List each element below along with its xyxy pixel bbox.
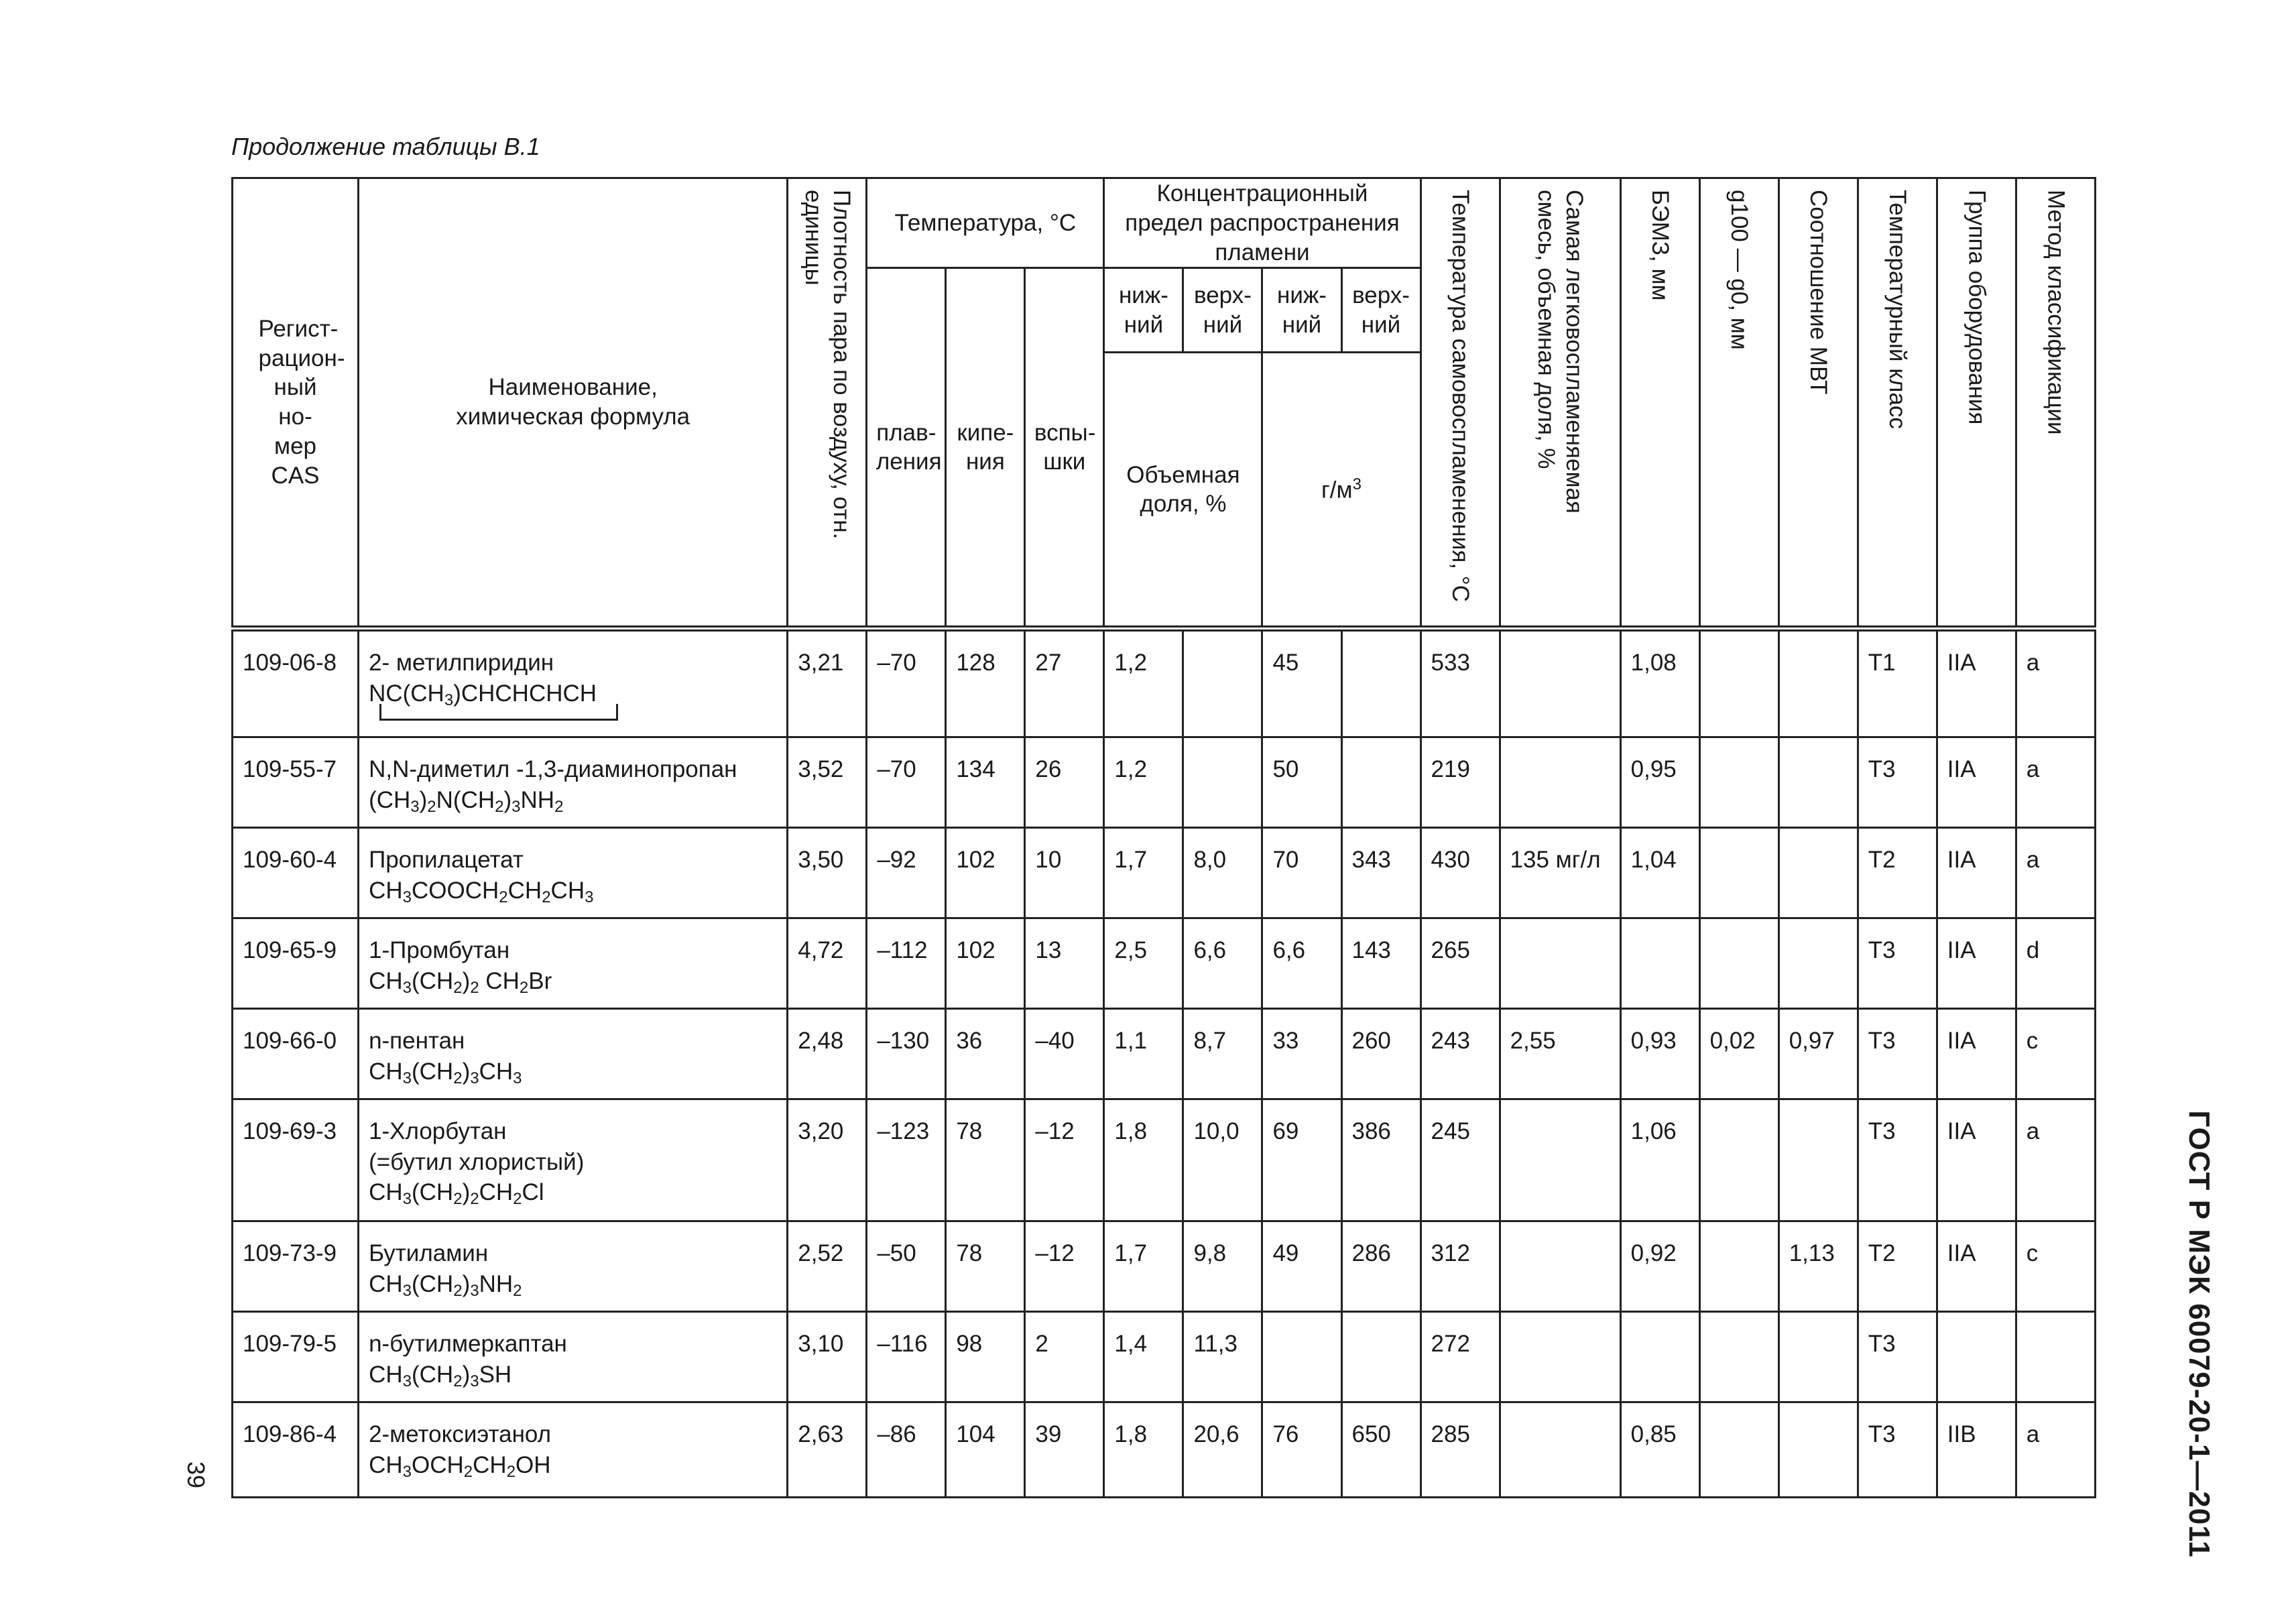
chemical-formula: $CH_3(CH_2)_2CH_2Cl$ <box>369 1179 544 1209</box>
cell-lg <box>1262 1312 1341 1402</box>
cell-name <box>359 1099 788 1221</box>
cell-flash: 27 <box>1025 629 1104 737</box>
table-row <box>233 1099 2096 1221</box>
cell-tc: T1 <box>1858 629 1937 737</box>
cell-boil: 102 <box>946 828 1025 918</box>
header-cas: Регист-рацион-ный но-мер CAS <box>233 178 359 629</box>
cell-mix <box>1500 737 1620 828</box>
cell-cas: 109-55-7 <box>233 737 359 828</box>
cell-cas: 109-86-4 <box>233 1402 359 1498</box>
cell-lg: 49 <box>1262 1221 1341 1312</box>
cell-density: 3,52 <box>788 737 867 828</box>
cell-grp: IIA <box>1937 1009 2016 1099</box>
cell-name <box>359 629 788 737</box>
cell-melt: –123 <box>867 1099 946 1221</box>
table-row <box>233 737 2096 828</box>
cell-flash: 10 <box>1025 828 1104 918</box>
chemical-formula: $CH_3(CH_2)_3NH_2$ <box>369 1270 522 1300</box>
cell-uv: 6,6 <box>1183 918 1262 1009</box>
header-temperature: Температура, °С <box>867 178 1104 268</box>
header-vol-fraction: Объемная доля, % <box>1104 353 1262 629</box>
cell-mix <box>1500 1221 1620 1312</box>
cell-ait: 312 <box>1421 1221 1500 1312</box>
substance-name: n-пентан <box>369 1028 465 1055</box>
cell-tc: T2 <box>1858 1221 1937 1312</box>
cell-grp: IIA <box>1937 737 2016 828</box>
cell-gd <box>1699 1402 1778 1498</box>
cell-density: 3,10 <box>788 1312 867 1402</box>
cell-mix <box>1500 1402 1620 1498</box>
cell-cas: 109-69-3 <box>233 1099 359 1221</box>
header-temp-class: Температурный класс <box>1858 178 1937 629</box>
cell-density: 4,72 <box>788 918 867 1009</box>
table-row <box>233 1221 2096 1312</box>
chemical-formula: $CH_3(CH_2)_3SH$ <box>369 1361 512 1390</box>
cell-tc: T3 <box>1858 918 1937 1009</box>
cell-boil: 36 <box>946 1009 1025 1099</box>
cell-cas: 109-66-0 <box>233 1009 359 1099</box>
cell-mix: 135 мг/л <box>1500 828 1620 918</box>
cell-mix <box>1500 1312 1620 1402</box>
substance-name-alt: (=бутил хлористый) <box>369 1148 585 1175</box>
cell-uv: 8,0 <box>1183 828 1262 918</box>
cell-mesg: 0,92 <box>1620 1221 1699 1312</box>
cell-name <box>359 737 788 828</box>
cell-lg: 69 <box>1262 1099 1341 1221</box>
cell-flash: –40 <box>1025 1009 1104 1099</box>
cell-tc: T3 <box>1858 737 1937 828</box>
cell-ug: 386 <box>1341 1099 1421 1221</box>
header-concentration: Концентрационный предел распространения пламени <box>1104 178 1421 268</box>
cell-melt: –116 <box>867 1312 946 1402</box>
cell-method: a <box>2016 828 2095 918</box>
cell-uv: 9,8 <box>1183 1221 1262 1312</box>
cell-ug: 650 <box>1341 1402 1421 1498</box>
cell-ait: 243 <box>1421 1009 1500 1099</box>
substance-name: Бутиламин <box>369 1240 489 1267</box>
cell-boil: 78 <box>946 1221 1025 1312</box>
cell-lv: 1,2 <box>1104 737 1183 828</box>
substance-name: Пропилацетат <box>369 847 524 874</box>
header-autoignition: Температура самовоспламенения, °С <box>1421 178 1500 629</box>
chemical-formula: $CH_3COOCH_2CH_2CH_3$ <box>369 877 594 906</box>
cell-grp: IIB <box>1937 1402 2016 1498</box>
table-row <box>233 1312 2096 1402</box>
cell-mic <box>1778 1099 1858 1221</box>
cell-uv: 20,6 <box>1183 1402 1262 1498</box>
cell-cas: 109-06-8 <box>233 629 359 737</box>
cell-mic <box>1778 629 1858 737</box>
ring-bond-line <box>379 704 618 721</box>
cell-grp: IIA <box>1937 1221 2016 1312</box>
cell-ait: 533 <box>1421 629 1500 737</box>
header-equip-group: Группа оборудования <box>1937 178 2016 629</box>
cell-method: c <box>2016 1221 2095 1312</box>
header-g-diff: g100 — g0, мм <box>1699 178 1778 629</box>
cell-density: 2,48 <box>788 1009 867 1099</box>
cell-flash: 13 <box>1025 918 1104 1009</box>
header-mixture: Самая легковоспламеняемая смесь, объемная доля, % <box>1500 178 1620 629</box>
cell-uv: 10,0 <box>1183 1099 1262 1221</box>
header-melting: плав-ления <box>867 268 946 629</box>
cell-lg: 70 <box>1262 828 1341 918</box>
cell-density: 3,20 <box>788 1099 867 1221</box>
cell-ait: 430 <box>1421 828 1500 918</box>
cell-grp <box>1937 1312 2016 1402</box>
cell-ug <box>1341 1312 1421 1402</box>
cell-mesg: 1,04 <box>1620 828 1699 918</box>
header-density: Плотность пара по воздуху, отн. единицы <box>788 178 867 629</box>
cell-lg: 45 <box>1262 629 1341 737</box>
cell-ug: 343 <box>1341 828 1421 918</box>
table-caption: Продолжение таблицы В.1 <box>231 133 540 160</box>
header-lower-vol: ниж-ний <box>1104 268 1183 353</box>
cell-boil: 134 <box>946 737 1025 828</box>
cell-ug: 286 <box>1341 1221 1421 1312</box>
cell-melt: –112 <box>867 918 946 1009</box>
cell-ug <box>1341 737 1421 828</box>
cell-density: 3,50 <box>788 828 867 918</box>
substance-name: 1-Хлорбутан <box>369 1118 507 1145</box>
cell-lv: 1,8 <box>1104 1402 1183 1498</box>
cell-method: a <box>2016 737 2095 828</box>
cell-ait: 219 <box>1421 737 1500 828</box>
substance-name: N,N-диметил -1,3-диаминопропан <box>369 756 737 783</box>
cell-uv <box>1183 737 1262 828</box>
cell-mesg: 0,93 <box>1620 1009 1699 1099</box>
chemical-formula: $CH_3(CH_2)_2$ $CH_2Br$ <box>369 967 552 997</box>
table-row <box>233 828 2096 918</box>
chemical-formula: $CH_3(CH_2)_3CH_3$ <box>369 1058 522 1087</box>
cell-method: a <box>2016 1099 2095 1221</box>
cell-mesg: 1,08 <box>1620 629 1699 737</box>
header-lower-gm3: ниж-ний <box>1262 268 1341 353</box>
cell-boil: 78 <box>946 1099 1025 1221</box>
cell-lv: 2,5 <box>1104 918 1183 1009</box>
cell-mic: 0,97 <box>1778 1009 1858 1099</box>
cell-boil: 104 <box>946 1402 1025 1498</box>
header-name: Наименование, химическая формула <box>359 178 788 629</box>
chemical-formula: $(CH_3)_2N(CH_2)_3NH_2$ <box>369 786 564 816</box>
cell-grp: IIA <box>1937 918 2016 1009</box>
header-mic: Соотношение МВТ <box>1778 178 1858 629</box>
substance-name: n-бутилмеркаптан <box>369 1331 567 1358</box>
cell-mix <box>1500 629 1620 737</box>
cell-ait: 245 <box>1421 1099 1500 1221</box>
cell-boil: 98 <box>946 1312 1025 1402</box>
cell-mic <box>1778 737 1858 828</box>
cell-mic <box>1778 918 1858 1009</box>
cell-gd <box>1699 737 1778 828</box>
cell-ug <box>1341 629 1421 737</box>
cell-gd <box>1699 1099 1778 1221</box>
cell-lv: 1,7 <box>1104 828 1183 918</box>
cell-uv: 11,3 <box>1183 1312 1262 1402</box>
cell-lg: 6,6 <box>1262 918 1341 1009</box>
cell-method: a <box>2016 1402 2095 1498</box>
substance-name: 2-метоксиэтанол <box>369 1421 552 1448</box>
cell-mesg: 1,06 <box>1620 1099 1699 1221</box>
cell-melt: –130 <box>867 1009 946 1099</box>
cell-lg: 33 <box>1262 1009 1341 1099</box>
cell-tc: T2 <box>1858 828 1937 918</box>
cell-mesg: 0,95 <box>1620 737 1699 828</box>
cell-name <box>359 828 788 918</box>
chemical-formula: $CH_3OCH_2CH_2OH$ <box>369 1451 551 1481</box>
cell-flash: –12 <box>1025 1099 1104 1221</box>
cell-mic: 1,13 <box>1778 1221 1858 1312</box>
cell-density: 3,21 <box>788 629 867 737</box>
cell-cas: 109-79-5 <box>233 1312 359 1402</box>
cell-melt: –50 <box>867 1221 946 1312</box>
cell-tc: T3 <box>1858 1099 1937 1221</box>
cell-gd <box>1699 1221 1778 1312</box>
cell-gd <box>1699 1312 1778 1402</box>
cell-mix <box>1500 918 1620 1009</box>
header-gm3: $г/м^3$ <box>1262 353 1421 629</box>
substance-name: 1-Промбутан <box>369 937 510 964</box>
cell-cas: 109-65-9 <box>233 918 359 1009</box>
cell-tc: T3 <box>1858 1009 1937 1099</box>
table-row <box>233 1009 2096 1099</box>
cell-mesg <box>1620 1312 1699 1402</box>
cell-uv: 8,7 <box>1183 1009 1262 1099</box>
cell-melt: –70 <box>867 737 946 828</box>
cell-melt: –92 <box>867 828 946 918</box>
cell-lg: 50 <box>1262 737 1341 828</box>
header-flash: вспы-шки <box>1025 268 1104 629</box>
cell-boil: 102 <box>946 918 1025 1009</box>
page-number: 39 <box>182 1461 210 1489</box>
cell-gd <box>1699 828 1778 918</box>
cell-ug: 143 <box>1341 918 1421 1009</box>
header-boiling: кипе-ния <box>946 268 1025 629</box>
cell-uv <box>1183 629 1262 737</box>
cell-gd <box>1699 629 1778 737</box>
cell-flash: 39 <box>1025 1402 1104 1498</box>
cell-method: d <box>2016 918 2095 1009</box>
cell-cas: 109-60-4 <box>233 828 359 918</box>
cell-flash: 2 <box>1025 1312 1104 1402</box>
cell-ait: 272 <box>1421 1312 1500 1402</box>
cell-tc: T3 <box>1858 1312 1937 1402</box>
cell-density: 2,63 <box>788 1402 867 1498</box>
cell-mix: 2,55 <box>1500 1009 1620 1099</box>
header-mesg: БЭМЗ, мм <box>1620 178 1699 629</box>
cell-cas: 109-73-9 <box>233 1221 359 1312</box>
cell-lg: 76 <box>1262 1402 1341 1498</box>
cell-lv: 1,2 <box>1104 629 1183 737</box>
cell-mesg: 0,85 <box>1620 1402 1699 1498</box>
cell-mic <box>1778 1312 1858 1402</box>
cell-gd <box>1699 918 1778 1009</box>
header-method: Метод классификации <box>2016 178 2095 629</box>
header-upper-gm3: верх-ний <box>1341 268 1421 353</box>
cell-ait: 265 <box>1421 918 1500 1009</box>
cell-lv: 1,8 <box>1104 1099 1183 1221</box>
cell-ug: 260 <box>1341 1009 1421 1099</box>
cell-method: a <box>2016 629 2095 737</box>
cell-grp: IIA <box>1937 828 2016 918</box>
cell-boil: 128 <box>946 629 1025 737</box>
substance-name: 2- метилпиридин <box>369 650 554 676</box>
substance-table <box>231 177 2096 1498</box>
cell-lv: 1,4 <box>1104 1312 1183 1402</box>
cell-density: 2,52 <box>788 1221 867 1312</box>
cell-name <box>359 918 788 1009</box>
cell-gd: 0,02 <box>1699 1009 1778 1099</box>
cell-grp: IIA <box>1937 629 2016 737</box>
cell-name <box>359 1221 788 1312</box>
cell-tc: T3 <box>1858 1402 1937 1498</box>
cell-mic <box>1778 1402 1858 1498</box>
header-upper-vol: верх-ний <box>1183 268 1262 353</box>
cell-method <box>2016 1312 2095 1402</box>
table-row <box>233 629 2096 737</box>
cell-flash: –12 <box>1025 1221 1104 1312</box>
cell-lv: 1,7 <box>1104 1221 1183 1312</box>
cell-ait: 285 <box>1421 1402 1500 1498</box>
cell-flash: 26 <box>1025 737 1104 828</box>
cell-method: c <box>2016 1009 2095 1099</box>
cell-melt: –70 <box>867 629 946 737</box>
cell-grp: IIA <box>1937 1099 2016 1221</box>
cell-lv: 1,1 <box>1104 1009 1183 1099</box>
table-row <box>233 918 2096 1009</box>
cell-mix <box>1500 1099 1620 1221</box>
cell-mic <box>1778 828 1858 918</box>
table-row <box>233 1402 2096 1498</box>
cell-name <box>359 1402 788 1498</box>
cell-name <box>359 1312 788 1402</box>
chemical-formula: $NC(CH_3)CHCHCHCH$ <box>369 678 786 711</box>
cell-melt: –86 <box>867 1402 946 1498</box>
cell-name <box>359 1009 788 1099</box>
cell-mesg <box>1620 918 1699 1009</box>
standard-designation: ГОСТ Р МЭК 60079-20-1—2011 <box>2183 1110 2216 1558</box>
